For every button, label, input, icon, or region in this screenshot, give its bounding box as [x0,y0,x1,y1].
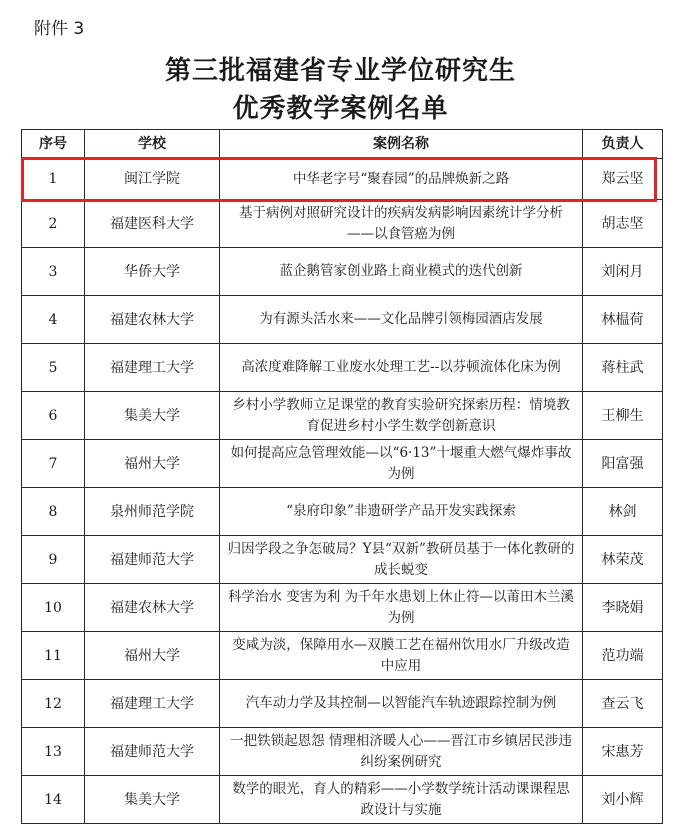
document-title-line2: 优秀教学案例名单 [232,94,449,124]
column-header-no: 序号 [22,130,85,159]
cell-school: 福州大学 [85,440,220,488]
cell-lead: 郑云坚 [583,159,663,200]
cell-case: 一把铁锁起恩怨 情理相济暖人心——晋江市乡镇居民涉违纠纷案例研究 [220,728,583,776]
cell-school: 集美大学 [85,392,220,440]
cell-no: 11 [22,632,85,680]
table-row [22,248,663,296]
cell-school: 福建农林大学 [85,296,220,344]
table-row [22,440,663,488]
cell-no: 3 [22,248,85,296]
cell-case: 归因学段之争怎破局？Y县“双新”教研员基于一体化教研的成长蜕变 [220,536,583,584]
table-row [22,680,663,728]
cell-case: 中华老字号“聚春园”的品牌焕新之路 [220,159,583,200]
cell-school: 福建医科大学 [85,200,220,248]
cell-no: 12 [22,680,85,728]
cell-school: 福建师范大学 [85,728,220,776]
cell-case: 变咸为淡，保障用水—双膜工艺在福州饮用水厂升级改造中应用 [220,632,583,680]
table-row [22,488,663,536]
case-list-table [21,129,663,824]
table-row [22,632,663,680]
table-row [22,728,663,776]
cell-case: 如何提高应急管理效能—以“6·13”十堰重大燃气爆炸事故为例 [220,440,583,488]
cell-school: 福建理工大学 [85,680,220,728]
cell-case: 汽车动力学及其控制—以智能汽车轨迹跟踪控制为例 [220,680,583,728]
cell-school: 集美大学 [85,776,220,824]
cell-case: 基于病例对照研究设计的疾病发病影响因素统计学分析——以食管癌为例 [220,200,583,248]
cell-school: 福建理工大学 [85,344,220,392]
cell-no: 4 [22,296,85,344]
cell-case: “泉府印象”非遗研学产品开发实践探索 [220,488,583,536]
cell-lead: 王柳生 [583,392,663,440]
document-title-line1: 第三批福建省专业学位研究生 [164,56,516,86]
cell-lead: 林榅荷 [583,296,663,344]
cell-no: 5 [22,344,85,392]
table-row [22,344,663,392]
cell-case: 蓝企鹅管家创业路上商业模式的迭代创新 [220,248,583,296]
cell-school: 福建农林大学 [85,584,220,632]
column-header-school: 学校 [85,130,220,159]
cell-case: 乡村小学教师立足课堂的教育实验研究探索历程：情境教育促进乡村小学生数学创新意识 [220,392,583,440]
table-row [22,584,663,632]
cell-lead: 范功端 [583,632,663,680]
cell-school: 福州大学 [85,632,220,680]
cell-case: 科学治水 变害为利 为千年水患划上休止符—以莆田木兰溪为例 [220,584,583,632]
cell-case: 数学的眼光，育人的精彩——小学数学统计活动课课程思政设计与实施 [220,776,583,824]
table-row [22,296,663,344]
cell-no: 2 [22,200,85,248]
cell-school: 福建师范大学 [85,536,220,584]
column-header-case: 案例名称 [220,130,583,159]
cell-lead: 胡志坚 [583,200,663,248]
table-header-row [22,130,663,159]
cell-no: 14 [22,776,85,824]
cell-school: 闽江学院 [85,159,220,200]
cell-school: 华侨大学 [85,248,220,296]
table-row [22,776,663,824]
cell-no: 10 [22,584,85,632]
cell-lead: 阳富强 [583,440,663,488]
cell-no: 13 [22,728,85,776]
cell-lead: 林荣茂 [583,536,663,584]
cell-case: 高浓度难降解工业废水处理工艺--以芬顿流体化床为例 [220,344,583,392]
cell-lead: 林剑 [583,488,663,536]
cell-lead: 刘闲月 [583,248,663,296]
cell-lead: 李晓娟 [583,584,663,632]
cell-no: 8 [22,488,85,536]
attachment-label: 附件 3 [34,19,85,39]
cell-lead: 刘小辉 [583,776,663,824]
cell-no: 7 [22,440,85,488]
cell-case: 为有源头活水来——文化品牌引领梅园酒店发展 [220,296,583,344]
cell-no: 1 [22,159,85,200]
cell-no: 6 [22,392,85,440]
table-row [22,159,663,200]
column-header-lead: 负责人 [583,130,663,159]
cell-lead: 蒋柱武 [583,344,663,392]
cell-school: 泉州师范学院 [85,488,220,536]
cell-lead: 宋惠芳 [583,728,663,776]
table-row [22,200,663,248]
cell-lead: 查云飞 [583,680,663,728]
cell-no: 9 [22,536,85,584]
table-row [22,536,663,584]
table-row [22,392,663,440]
